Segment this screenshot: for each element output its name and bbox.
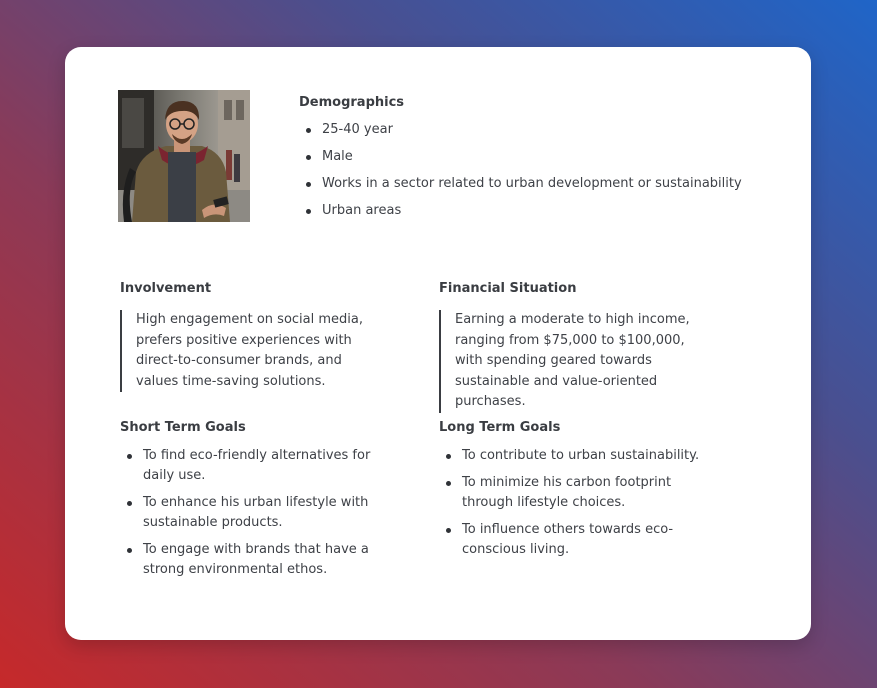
list-item: To minimize his carbon footprint through lifestyle choices. (439, 473, 724, 513)
list-item: Works in a sector related to urban development or sustainability (299, 174, 769, 194)
financial-section (439, 280, 729, 413)
persona-photo (118, 90, 250, 222)
list-item: To find eco-friendly alternatives for daily use. (120, 446, 398, 486)
list-item: Urban areas (299, 201, 769, 221)
persona-card (65, 47, 811, 640)
financial-heading: Financial Situation (439, 281, 577, 296)
involvement-section (120, 280, 410, 392)
long-term-goals-heading: Long Term Goals (439, 420, 561, 435)
demographics-section (299, 94, 769, 228)
list-item: Male (299, 147, 769, 167)
short-term-goals-heading: Short Term Goals (120, 420, 246, 435)
short-term-goals-list (120, 446, 410, 580)
long-term-goals-section (439, 419, 729, 567)
short-term-goals-section (120, 419, 410, 587)
person-photo-icon (118, 90, 250, 222)
demographics-list (299, 120, 769, 221)
list-item: To engage with brands that have a strong environmental ethos. (120, 540, 398, 580)
list-item: To contribute to urban sustainability. (439, 446, 724, 466)
list-item: 25-40 year (299, 120, 769, 140)
involvement-text: High engagement on social media, prefers positive experiences with direct-to-consumer brands, and values time-saving solutions. (120, 310, 385, 392)
involvement-heading: Involvement (120, 281, 212, 296)
financial-text: Earning a moderate to high income, ranging from $75,000 to $100,000, with spending geared towards sustainable and value-oriented purchases. (439, 310, 704, 413)
demographics-heading: Demographics (299, 95, 405, 110)
long-term-goals-list (439, 446, 729, 560)
list-item: To enhance his urban lifestyle with sustainable products. (120, 493, 398, 533)
list-item: To influence others towards eco-conscious living. (439, 520, 724, 560)
